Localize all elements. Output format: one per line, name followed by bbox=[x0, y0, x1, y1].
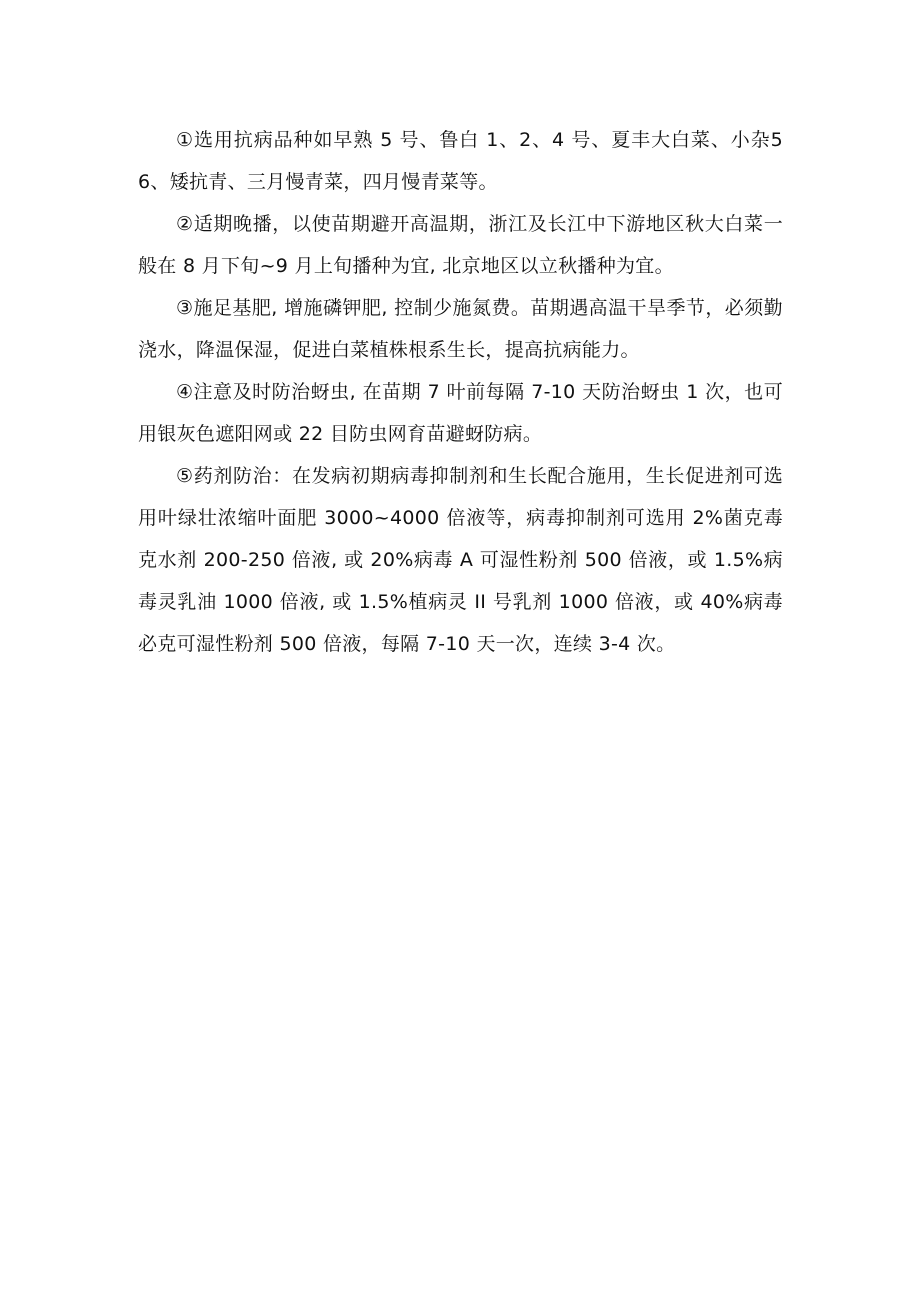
paragraph-resistant-varieties: ①选用抗病品种如早熟 5 号、鲁白 1、2、4 号、夏丰大白菜、小杂56、矮抗青、三月慢青菜，四月慢青菜等。 bbox=[138, 129, 783, 193]
paragraph-aphid-control: ④注意及时防治蚜虫, 在苗期 7 叶前每隔 7-10 天防治蚜虫 1 次，也可用银灰色遮阳网或 22 目防虫网育苗避蚜防病。 bbox=[138, 381, 783, 445]
paragraph-base-fertilizer: ③施足基肥, 增施磷钾肥, 控制少施氮费。苗期遇高温干旱季节，必须勤浇水，降温保湿，促进白菜植株根系生长，提高抗病能力。 bbox=[138, 297, 783, 361]
paragraph-late-sowing: ②适期晚播，以使苗期避开高温期，浙江及长江中下游地区秋大白菜一般在 8 月下旬~9 月上旬播种为宜, 北京地区以立秋播种为宜。 bbox=[138, 213, 783, 277]
document-body bbox=[138, 119, 783, 665]
paragraph-chemical-control: ⑤药剂防治：在发病初期病毒抑制剂和生长配合施用，生长促进剂可选用叶绿壮浓缩叶面肥 3000~4000 倍液等，病毒抑制剂可选用 2%菌克毒克水剂 200-250 倍液, 或 20%病毒 A 可湿性粉剂 500 倍液，或 1.5%病毒灵乳油 1000 倍液, 或 1.5%植病灵 II 号乳剂 1000 倍液，或 40%病毒必克可湿性粉剂 500 倍液，每隔 7-10 天一次，连续 3-4 次。 bbox=[138, 465, 783, 655]
